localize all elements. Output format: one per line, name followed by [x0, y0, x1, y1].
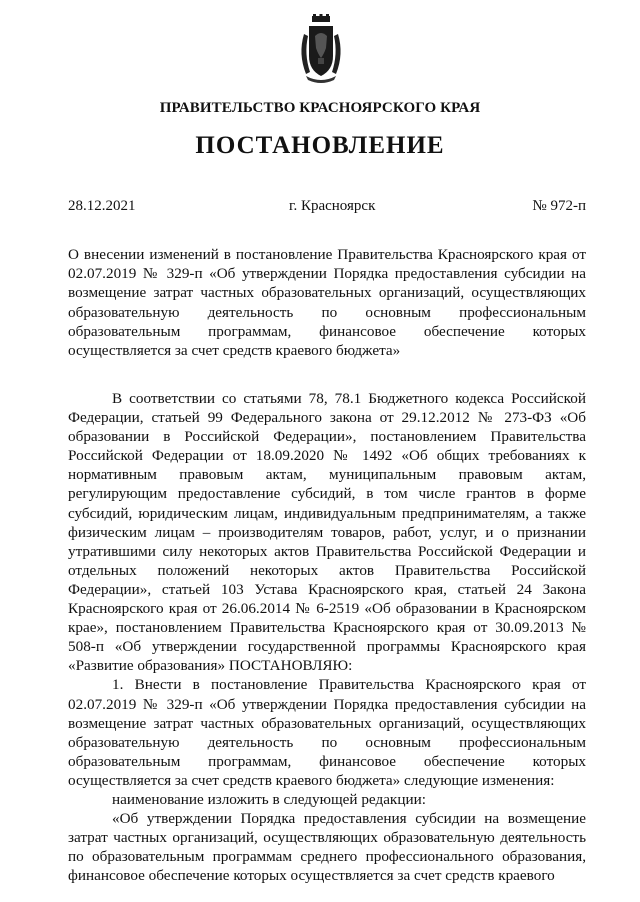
document-date: 28.12.2021: [68, 198, 136, 214]
preamble-paragraph: В соответствии со статьями 78, 78.1 Бюджетного кодекса Российской Федерации, статьей 99 Федерального закона от 29.12.2012 № 273-ФЗ «Об образовании в Российской Федерации», постановлением Правительства Российской Федерации от 18.09.2020 № 1492 «Об общих требованиях к нормативным правовым актам, муниципальным правовым актам, регулирующим предоставление субсидий, в том числе грантов в форме субсидий, юридическим лицам, индивидуальным предпринимателям, а также физическим лицам – производителям товаров, работ, услуг, и о признании утратившими силу некоторых актов Правительства Российской Федерации и отдельных положений некоторых актов Правительства Российской Федерации», статьей 103 Устава Красноярского края, статьей 24 Закона Красноярского края от 26.06.2014 № 6-2519 «Об образовании в Красноярском крае», постановлением Правительства Красноярского края от 30.09.2013 № 508-п «Об утверждении государственной программы Красноярского края «Развитие образования» ПОСТАНОВЛЯЮ:: [68, 390, 586, 675]
document-type-heading: ПОСТАНОВЛЕНИЕ: [195, 132, 445, 159]
document-meta-row: [68, 198, 586, 218]
item-1-subparagraph: наименование изложить в следующей редакции:: [112, 790, 426, 808]
government-title: ПРАВИТЕЛЬСТВО КРАСНОЯРСКОГО КРАЯ: [159, 100, 481, 116]
document-subject: О внесении изменений в постановление Правительства Красноярского края от 02.07.2019 № 329-п «Об утверждении Порядка предоставления субсидии на возмещение затрат частных образовательных организаций, осуществляющих образовательную деятельность по основным профессиональным образовательным программам, финансовое обеспечение которых осуществляется за счет средств краевого бюджета»: [68, 246, 586, 360]
coat-of-arms-icon: [296, 14, 346, 84]
item-1-paragraph: 1. Внести в постановление Правительства Красноярского края от 02.07.2019 № 329-п «Об утверждении Порядка предоставления субсидии на возмещение затрат частных образовательных организаций, осуществляющих образовательную деятельность по основным профессиональным образовательным программам, финансовое обеспечение которых осуществляется за счет средств краевого бюджета» следующие изменения:: [68, 676, 586, 789]
document-body: [68, 389, 586, 885]
item-1-quoted-title: «Об утверждении Порядка предоставления субсидии на возмещение затрат частных организаций, осуществляющих образовательную деятельность по образовательным программам среднего профессионального образования, финансовое обеспечение которых осуществляется за счет средств краевого: [68, 810, 586, 885]
document-number: № 972-п: [532, 198, 586, 214]
document-city: г. Красноярск: [289, 198, 376, 214]
